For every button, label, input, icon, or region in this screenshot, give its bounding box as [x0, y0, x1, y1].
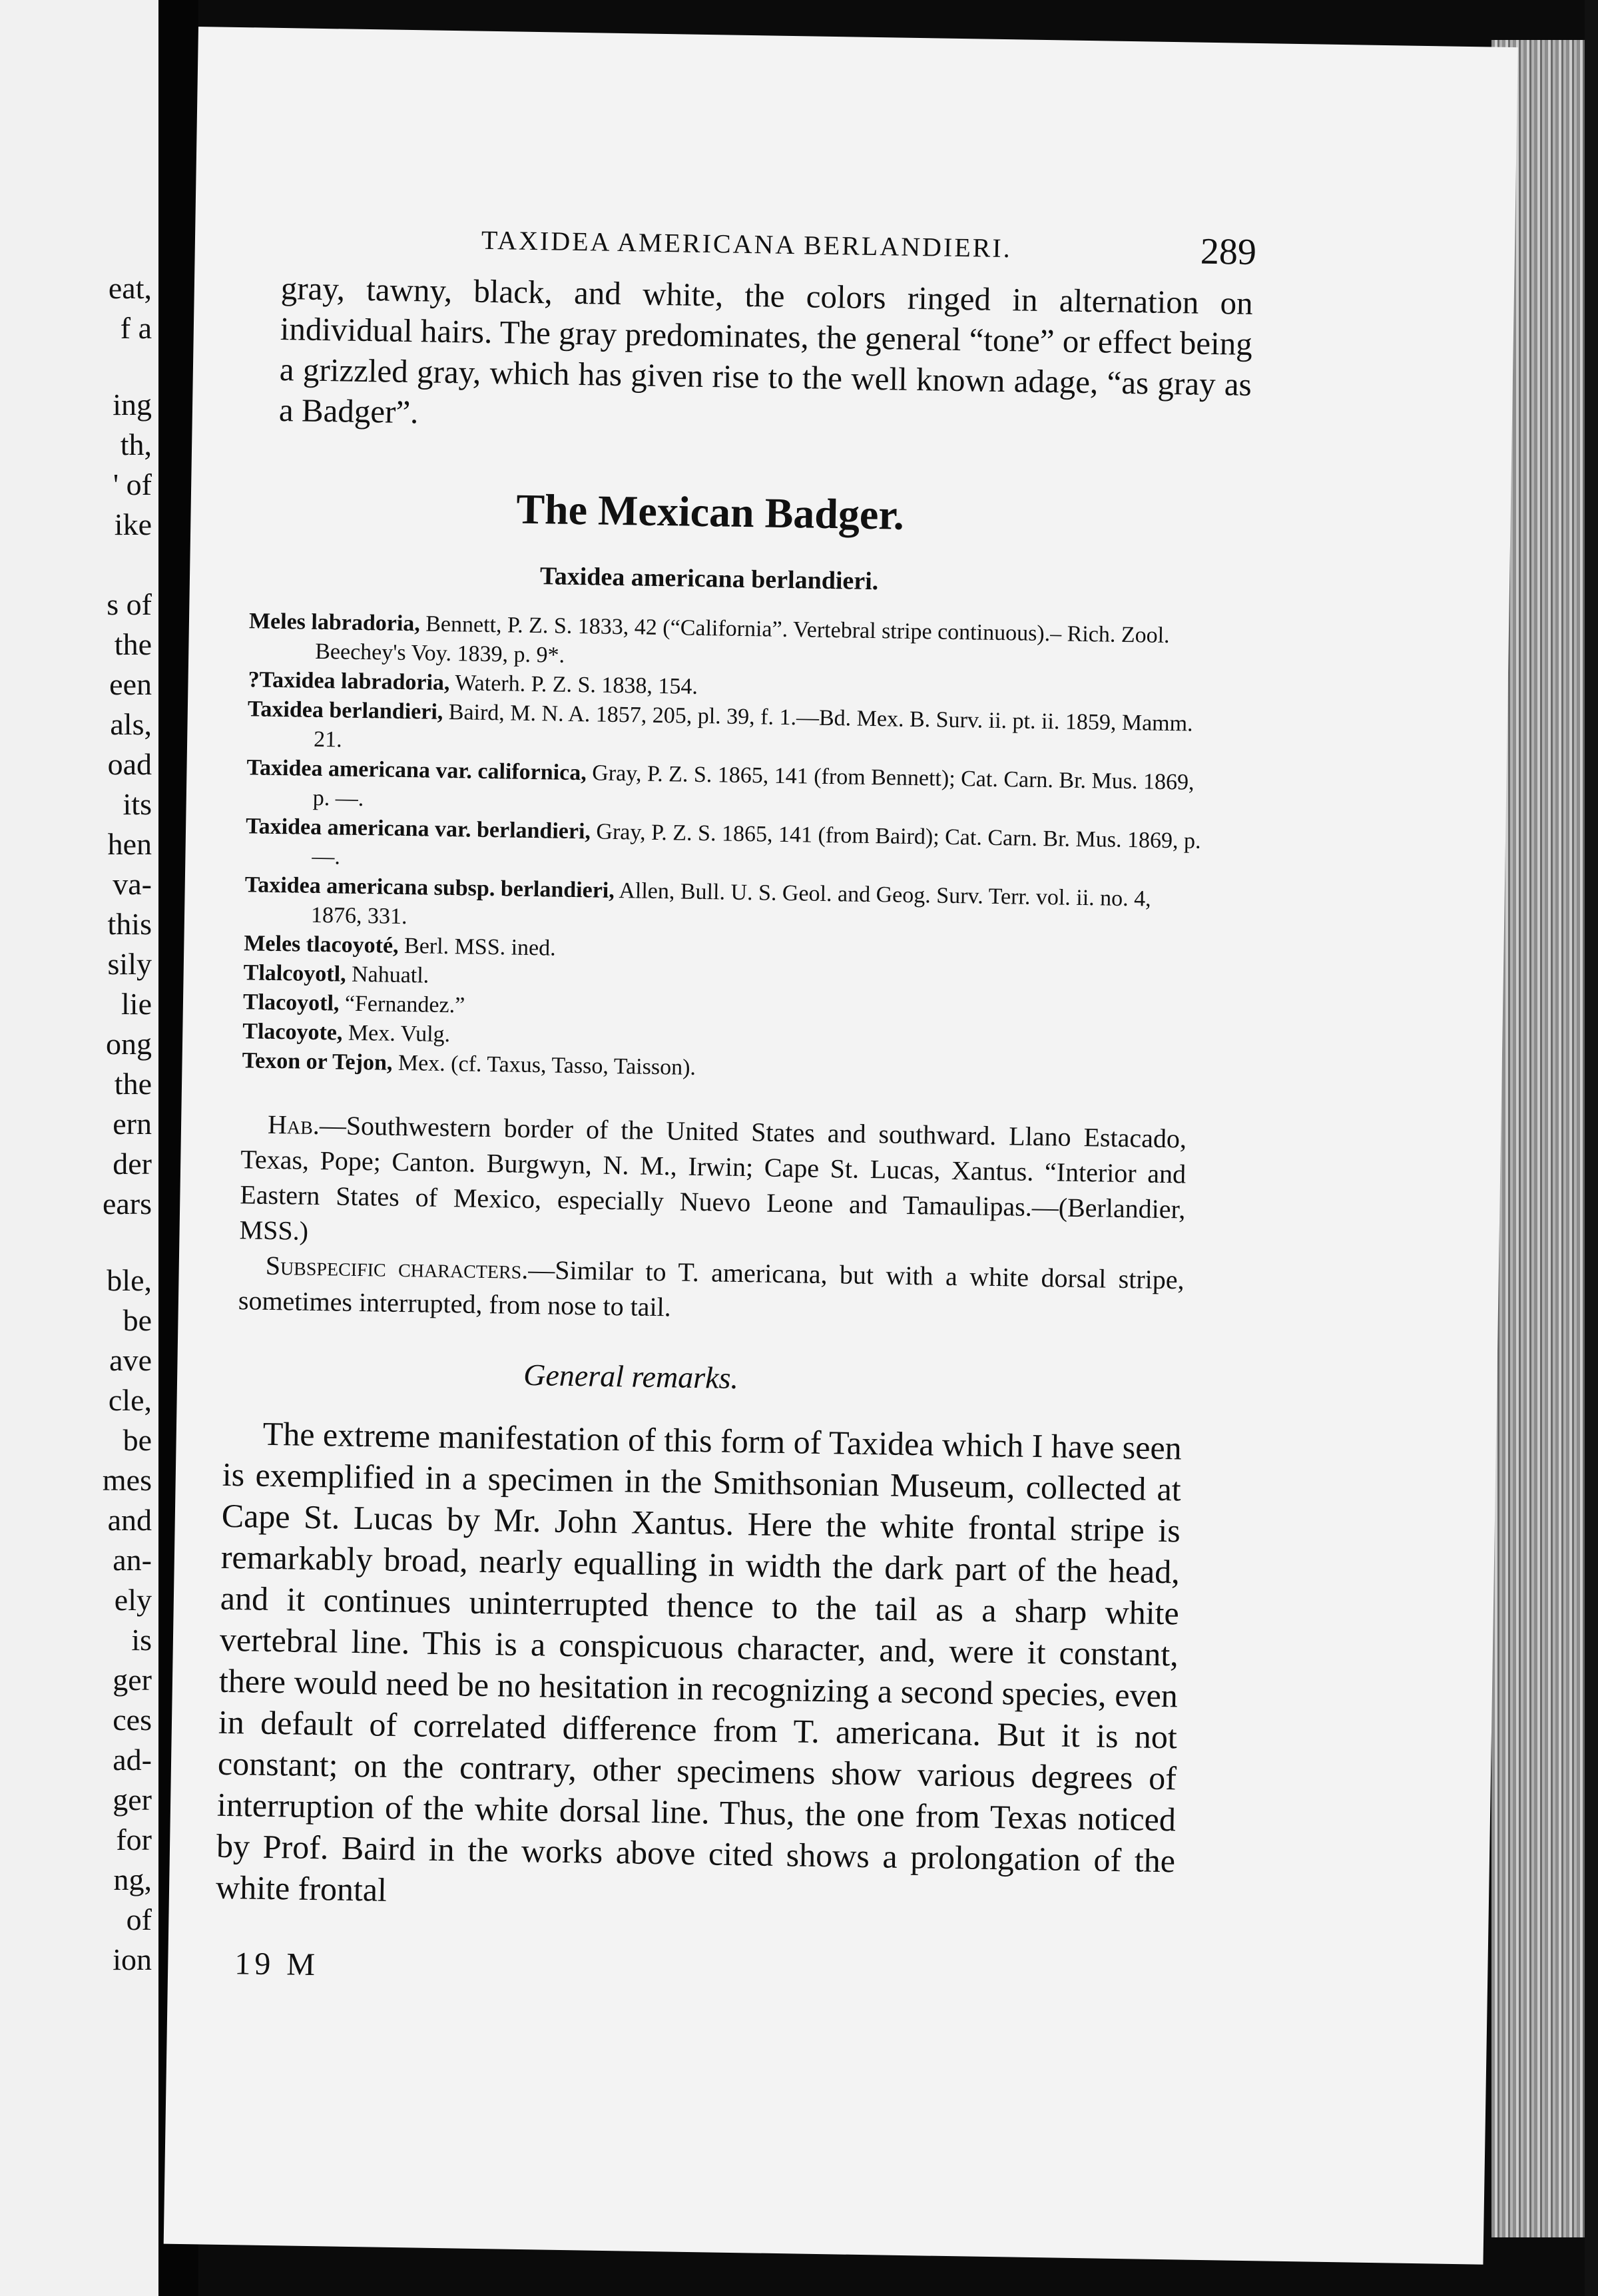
section-title: The Mexican Badger. — [515, 485, 905, 539]
subspecific-text: —Similar to T. americana, but with a white dorsal stripe, sometimes interrupted, from nose to tail. — [238, 1255, 1185, 1322]
facing-page-fragment: ing — [113, 388, 152, 422]
synonym-citation: Allen, Bull. U. S. Geol. and Geog. Surv. Terr. vol. ii. no. 4, 1876, 331. — [310, 878, 1151, 930]
remarks-heading: General remarks. — [523, 1357, 739, 1395]
facing-page-fragment: een — [109, 667, 152, 701]
synonym-citation: Bennett, P. Z. S. 1833, 42 (“California”. Vertebral stripe continuous).– Rich. Zool. Beechey's Voy. 1839, p. 9*. — [314, 611, 1170, 668]
facing-page-fragment: ion — [113, 1942, 152, 1976]
scientific-name: Taxidea americana berlandieri. — [539, 562, 879, 596]
intro-paragraph: gray, tawny, black, and white, the colors ringed in alternation on individual hairs. The gray predominates, the general “tone” or effect being a grizzled gray, which has given rise to the well known adage, “as gray as a Badger”. — [278, 269, 1254, 431]
facing-page-fragment: sily — [107, 947, 152, 981]
facing-page-fragment: ely — [114, 1583, 152, 1617]
facing-page-fragment: hen — [107, 827, 152, 861]
facing-page-fragment: ave — [109, 1343, 152, 1377]
synonym-citation: Waterh. P. Z. S. 1838, 154. — [449, 671, 698, 699]
facing-page-fragment: ces — [113, 1703, 152, 1737]
facing-page-fragment: is — [131, 1623, 152, 1657]
facing-page-fragment: th, — [120, 428, 152, 461]
facing-page-fragment: als, — [110, 707, 152, 741]
facing-page-fragment: ger — [113, 1783, 152, 1817]
synonym-citation: Mex. (cf. Taxus, Tasso, Taisson). — [392, 1050, 696, 1080]
facing-page-fragment: its — [123, 787, 152, 821]
facing-page-fragment: ern — [113, 1107, 152, 1141]
background-edge — [1585, 0, 1598, 2296]
facing-page-fragment: ger — [113, 1663, 152, 1697]
facing-page-fragment: s of — [107, 587, 152, 621]
synonym-name: Tlacoyotl, — [242, 990, 340, 1016]
facing-page-fragment: cle, — [108, 1383, 152, 1417]
facing-page-fragment: ble, — [107, 1263, 152, 1297]
facing-page-fragment: the — [114, 627, 152, 661]
remarks-paragraph: The extreme manifestation of this form of Taxidea which I have seen is exemplified in a specimen in the Smithsonian Museum, collected at Cape St. Lucas by Mr. John Xantus. Here the white frontal stripe is remarkably broad, nearly equalling in width the dark part of the head, and it continues uninterrupted thence to the tail as a sharp white vertebral line. This is a conspicuous character, and, were it constant, there would need be no hesitation in recognizing a second species, even in default of correlated difference from T. americana. But it is not constant; on the contrary, other specimens show various degrees of interruption of the white dorsal line. Thus, the one from Texas noticed by Prof. Baird in the works above cited shows a prolongation of the white frontal — [215, 1414, 1183, 1908]
facing-page-fragment: f a — [120, 311, 152, 345]
facing-page-fragment: of — [126, 1902, 152, 1936]
facing-page-fragment: ' of — [113, 467, 152, 501]
synonym-name: Texon or Tejon, — [242, 1048, 393, 1075]
synonym-name: Tlalcoyotl, — [243, 960, 346, 987]
synonym-citation: Nahuatl. — [346, 962, 429, 988]
facing-page — [0, 0, 158, 2296]
book-page — [164, 27, 1518, 2265]
subspecific-label: Subspecific characters. — [265, 1250, 529, 1285]
synonym-name: Meles labradoria, — [248, 609, 421, 637]
facing-page-fragment: ike — [114, 507, 152, 541]
facing-page-fragment: and — [107, 1503, 152, 1537]
hab-text: —Southwestern border of the United States and southward. Llano Estacado, Texas, Pope; Canton. Burgwyn, N. M., Irwin; Cape St. Lucas, Xantus. “Interior and Eastern States of Mexico, especially Nuevo Leone and Tamaulipas.—(Berlandier, MSS.) — [239, 1110, 1187, 1246]
synonym-citation: Berl. MSS. ined. — [398, 933, 556, 961]
remarks-body — [216, 1412, 1183, 1923]
facing-page-fragment: oad — [107, 747, 152, 781]
facing-page-fragment: der — [113, 1147, 152, 1181]
synonym-name: Tlacoyote, — [242, 1019, 343, 1045]
synonym-citation: Baird, M. N. A. 1857, 205, pl. 39, f. 1.—Bd. Mex. B. Surv. ii. pt. ii. 1859, Mamm. 21. — [313, 699, 1193, 752]
facing-page-fragment: this — [107, 907, 152, 941]
facing-page-fragment: ong — [106, 1027, 152, 1061]
facing-page-fragment: an- — [113, 1543, 152, 1577]
synonym-name: Taxidea berlandieri, — [247, 697, 443, 724]
hab-label: Hab. — [267, 1109, 320, 1141]
facing-page-fragment: lie — [121, 987, 152, 1021]
synonym-name: Taxidea americana subsp. berlandieri, — [244, 872, 615, 903]
synonym-citation: Gray, P. Z. S. 1865, 141 (from Baird); Cat. Carn. Br. Mus. 1869, p. —. — [312, 819, 1201, 870]
running-head: TAXIDEA AMERICANA BERLANDIERI. — [481, 224, 1013, 264]
synonym-citation: Gray, P. Z. S. 1865, 141 (from Bennett); Cat. Carn. Br. Mus. 1869, p. —. — [312, 760, 1195, 812]
synonym-name: Meles tlacoyoté, — [244, 931, 399, 958]
signature-mark: 19 M — [234, 1946, 320, 1983]
synonym-name: Taxidea americana var. berlandieri, — [245, 814, 591, 844]
facing-page-fragment: ng, — [113, 1863, 152, 1896]
synonym-citation: “Fernandez.” — [339, 991, 465, 1018]
synonym-name: Taxidea americana var. californica, — [246, 755, 587, 786]
page-number: 289 — [1200, 230, 1257, 273]
facing-page-fragment: be — [123, 1423, 152, 1457]
facing-page-fragment: ad- — [113, 1743, 152, 1777]
facing-page-fragment: the — [114, 1067, 152, 1101]
facing-page-fragment: mes — [102, 1463, 152, 1497]
facing-page-fragment: be — [123, 1303, 152, 1337]
synonym-citation: Mex. Vulg. — [342, 1020, 451, 1047]
synonymy-list — [242, 607, 1208, 1091]
habitat-section — [238, 1106, 1187, 1332]
facing-page-fragment: ears — [102, 1187, 152, 1221]
synonym-name: ?Taxidea labradoria, — [248, 667, 450, 696]
facing-page-fragment: for — [116, 1823, 152, 1857]
facing-page-fragment: va- — [113, 867, 152, 901]
facing-page-fragment: eat, — [108, 271, 152, 305]
